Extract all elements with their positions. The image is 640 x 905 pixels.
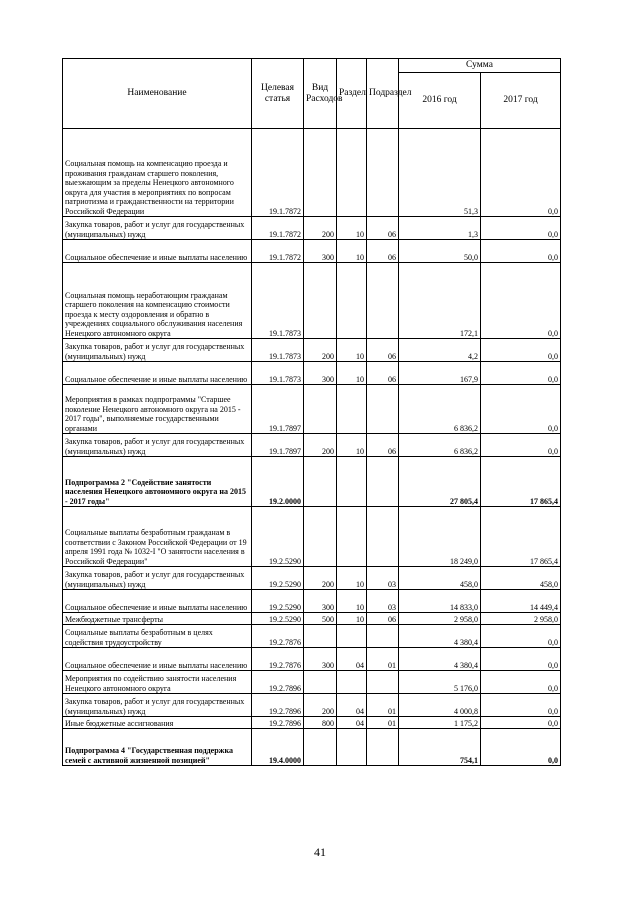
row-target-code: 19.2.7876 bbox=[252, 625, 304, 648]
row-sum-2016: 167,9 bbox=[399, 362, 481, 385]
row-sum-2017: 0,0 bbox=[481, 717, 561, 729]
table-row bbox=[63, 590, 561, 613]
row-name: Межбюджетные трансферты bbox=[63, 613, 252, 625]
header-section: Раздел bbox=[337, 59, 367, 129]
row-sum-2017: 0,0 bbox=[481, 217, 561, 240]
row-name: Подпрограмма 2 "Содействие занятости населения Ненецкого автономного округа на 2015 - 2017 годы" bbox=[63, 457, 252, 507]
row-target-code: 19.2.7876 bbox=[252, 648, 304, 671]
row-sum-2016: 1,3 bbox=[399, 217, 481, 240]
row-sum-2017: 0,0 bbox=[481, 263, 561, 339]
table-row bbox=[63, 717, 561, 729]
table-row bbox=[63, 625, 561, 648]
row-sum-2016: 4 380,4 bbox=[399, 648, 481, 671]
row-name: Иные бюджетные ассигнования bbox=[63, 717, 252, 729]
row-section: 04 bbox=[337, 717, 367, 729]
row-sum-2017: 458,0 bbox=[481, 567, 561, 590]
row-section bbox=[337, 129, 367, 217]
row-section bbox=[337, 729, 367, 766]
row-sum-2016: 5 176,0 bbox=[399, 671, 481, 694]
row-name: Закупка товаров, работ и услуг для государственных (муниципальных) нужд bbox=[63, 434, 252, 457]
row-target-code: 19.1.7872 bbox=[252, 217, 304, 240]
table-row bbox=[63, 339, 561, 362]
table-row bbox=[63, 362, 561, 385]
row-name: Социальные выплаты безработным в целях содействия трудоустройству bbox=[63, 625, 252, 648]
table-row bbox=[63, 385, 561, 434]
row-section: 10 bbox=[337, 590, 367, 613]
row-expense-type: 200 bbox=[304, 434, 337, 457]
row-section: 04 bbox=[337, 648, 367, 671]
row-name: Мероприятия в рамках подпрограммы "Старшее поколение Ненецкого автономного округа на 2015 - 2017 годы", выполняемые государственными органами bbox=[63, 385, 252, 434]
row-expense-type: 300 bbox=[304, 648, 337, 671]
row-section bbox=[337, 507, 367, 567]
row-section: 04 bbox=[337, 694, 367, 717]
row-subsection bbox=[367, 385, 399, 434]
row-expense-type: 300 bbox=[304, 240, 337, 263]
row-target-code: 19.1.7872 bbox=[252, 240, 304, 263]
table-row bbox=[63, 129, 561, 217]
table-body bbox=[63, 129, 561, 766]
row-sum-2016: 6 836,2 bbox=[399, 385, 481, 434]
row-subsection: 03 bbox=[367, 567, 399, 590]
row-subsection: 06 bbox=[367, 434, 399, 457]
row-subsection: 01 bbox=[367, 717, 399, 729]
row-expense-type: 200 bbox=[304, 339, 337, 362]
table-row bbox=[63, 263, 561, 339]
row-subsection: 06 bbox=[367, 339, 399, 362]
row-section: 10 bbox=[337, 240, 367, 263]
row-section: 10 bbox=[337, 613, 367, 625]
row-name: Социальные выплаты безработным гражданам в соответствии с Законом Российской Федерации от 19 апреля 1991 года № 1032-I "О занятости населения в Российской Федерации" bbox=[63, 507, 252, 567]
row-section: 10 bbox=[337, 567, 367, 590]
row-subsection: 06 bbox=[367, 362, 399, 385]
row-target-code: 19.2.5290 bbox=[252, 567, 304, 590]
row-subsection bbox=[367, 263, 399, 339]
row-sum-2017: 0,0 bbox=[481, 729, 561, 766]
row-target-code: 19.2.7896 bbox=[252, 671, 304, 694]
row-section bbox=[337, 671, 367, 694]
row-expense-type: 200 bbox=[304, 217, 337, 240]
row-section: 10 bbox=[337, 434, 367, 457]
row-sum-2016: 18 249,0 bbox=[399, 507, 481, 567]
row-sum-2016: 6 836,2 bbox=[399, 434, 481, 457]
row-target-code: 19.2.0000 bbox=[252, 457, 304, 507]
row-subsection: 06 bbox=[367, 217, 399, 240]
row-sum-2016: 4,2 bbox=[399, 339, 481, 362]
row-subsection bbox=[367, 507, 399, 567]
budget-table bbox=[62, 58, 561, 766]
row-expense-type bbox=[304, 263, 337, 339]
row-name: Социальное обеспечение и иные выплаты населению bbox=[63, 648, 252, 671]
table-row bbox=[63, 613, 561, 625]
row-expense-type: 300 bbox=[304, 590, 337, 613]
row-expense-type bbox=[304, 671, 337, 694]
row-section bbox=[337, 625, 367, 648]
row-target-code: 19.2.5290 bbox=[252, 590, 304, 613]
row-target-code: 19.4.0000 bbox=[252, 729, 304, 766]
row-target-code: 19.1.7873 bbox=[252, 362, 304, 385]
row-subsection: 03 bbox=[367, 590, 399, 613]
table-row bbox=[63, 240, 561, 263]
row-name: Закупка товаров, работ и услуг для государственных (муниципальных) нужд bbox=[63, 217, 252, 240]
row-section bbox=[337, 263, 367, 339]
row-sum-2016: 172,1 bbox=[399, 263, 481, 339]
row-name: Социальное обеспечение и иные выплаты населению bbox=[63, 240, 252, 263]
row-name: Закупка товаров, работ и услуг для государственных (муниципальных) нужд bbox=[63, 694, 252, 717]
row-name: Подпрограмма 4 "Государственная поддержка семей с активной жизненной позицией" bbox=[63, 729, 252, 766]
row-expense-type: 500 bbox=[304, 613, 337, 625]
row-sum-2016: 2 958,0 bbox=[399, 613, 481, 625]
header-type: Вид Расходов bbox=[304, 59, 337, 129]
row-target-code: 19.1.7897 bbox=[252, 385, 304, 434]
row-expense-type: 300 bbox=[304, 362, 337, 385]
row-sum-2017: 0,0 bbox=[481, 648, 561, 671]
table-row bbox=[63, 507, 561, 567]
row-target-code: 19.2.5290 bbox=[252, 613, 304, 625]
row-subsection: 06 bbox=[367, 613, 399, 625]
row-sum-2016: 754,1 bbox=[399, 729, 481, 766]
row-section: 10 bbox=[337, 362, 367, 385]
row-sum-2017: 0,0 bbox=[481, 339, 561, 362]
row-subsection: 01 bbox=[367, 648, 399, 671]
row-section bbox=[337, 385, 367, 434]
header-target: Целевая статья bbox=[252, 59, 304, 129]
row-subsection bbox=[367, 729, 399, 766]
row-target-code: 19.2.7896 bbox=[252, 694, 304, 717]
row-sum-2016: 51,3 bbox=[399, 129, 481, 217]
row-target-code: 19.1.7873 bbox=[252, 263, 304, 339]
row-name: Закупка товаров, работ и услуг для государственных (муниципальных) нужд bbox=[63, 339, 252, 362]
table-row bbox=[63, 217, 561, 240]
row-name: Социальное обеспечение и иные выплаты населению bbox=[63, 362, 252, 385]
row-target-code: 19.2.5290 bbox=[252, 507, 304, 567]
row-subsection bbox=[367, 625, 399, 648]
row-sum-2017: 17 865,4 bbox=[481, 457, 561, 507]
row-sum-2017: 17 865,4 bbox=[481, 507, 561, 567]
table-row bbox=[63, 457, 561, 507]
row-section: 10 bbox=[337, 339, 367, 362]
row-name: Социальная помощь неработающим гражданам старшего поколения на компенсацию стоимости проезда к месту оздоровления и обратно в учреждениях социального обслуживания населения Ненецкого автономного округа bbox=[63, 263, 252, 339]
row-name: Мероприятия по содействию занятости населения Ненецкого автономного округа bbox=[63, 671, 252, 694]
row-section: 10 bbox=[337, 217, 367, 240]
header-2017: 2017 год bbox=[481, 73, 561, 129]
row-target-code: 19.1.7872 bbox=[252, 129, 304, 217]
row-sum-2016: 50,0 bbox=[399, 240, 481, 263]
row-target-code: 19.1.7897 bbox=[252, 434, 304, 457]
row-sum-2017: 0,0 bbox=[481, 434, 561, 457]
row-sum-2017: 0,0 bbox=[481, 129, 561, 217]
table-row bbox=[63, 671, 561, 694]
row-expense-type: 200 bbox=[304, 567, 337, 590]
row-sum-2017: 0,0 bbox=[481, 694, 561, 717]
row-sum-2016: 27 805,4 bbox=[399, 457, 481, 507]
row-sum-2017: 0,0 bbox=[481, 362, 561, 385]
row-sum-2017: 0,0 bbox=[481, 385, 561, 434]
row-sum-2017: 14 449,4 bbox=[481, 590, 561, 613]
row-sum-2017: 2 958,0 bbox=[481, 613, 561, 625]
row-subsection: 06 bbox=[367, 240, 399, 263]
row-subsection bbox=[367, 457, 399, 507]
table-row bbox=[63, 567, 561, 590]
row-subsection bbox=[367, 671, 399, 694]
row-expense-type bbox=[304, 385, 337, 434]
row-expense-type: 200 bbox=[304, 694, 337, 717]
row-sum-2017: 0,0 bbox=[481, 625, 561, 648]
table-row bbox=[63, 694, 561, 717]
row-expense-type bbox=[304, 729, 337, 766]
row-target-code: 19.2.7896 bbox=[252, 717, 304, 729]
row-subsection bbox=[367, 129, 399, 217]
row-sum-2017: 0,0 bbox=[481, 240, 561, 263]
row-expense-type: 800 bbox=[304, 717, 337, 729]
row-sum-2016: 1 175,2 bbox=[399, 717, 481, 729]
header-subsection: Подраздел bbox=[367, 59, 399, 129]
row-name: Закупка товаров, работ и услуг для государственных (муниципальных) нужд bbox=[63, 567, 252, 590]
row-expense-type bbox=[304, 457, 337, 507]
header-row-top bbox=[63, 59, 561, 73]
row-subsection: 01 bbox=[367, 694, 399, 717]
header-name: Наименование bbox=[63, 59, 252, 129]
row-sum-2016: 458,0 bbox=[399, 567, 481, 590]
row-section bbox=[337, 457, 367, 507]
row-sum-2017: 0,0 bbox=[481, 671, 561, 694]
table-row bbox=[63, 434, 561, 457]
header-2016: 2016 год bbox=[399, 73, 481, 129]
table-row bbox=[63, 729, 561, 766]
row-target-code: 19.1.7873 bbox=[252, 339, 304, 362]
row-sum-2016: 4 000,8 bbox=[399, 694, 481, 717]
row-expense-type bbox=[304, 507, 337, 567]
header-sum: Сумма bbox=[399, 59, 561, 73]
row-name: Социальная помощь на компенсацию проезда и проживания гражданам старшего поколения, выезжающим за пределы Ненецкого автономного округа для участия в мероприятиях по вопросам патриотизма и гражданственности на территории Российской Федерации bbox=[63, 129, 252, 217]
row-sum-2016: 14 833,0 bbox=[399, 590, 481, 613]
row-expense-type bbox=[304, 129, 337, 217]
row-name: Социальное обеспечение и иные выплаты населению bbox=[63, 590, 252, 613]
row-sum-2016: 4 380,4 bbox=[399, 625, 481, 648]
table-row bbox=[63, 648, 561, 671]
page-number: 41 bbox=[314, 845, 326, 859]
row-expense-type bbox=[304, 625, 337, 648]
